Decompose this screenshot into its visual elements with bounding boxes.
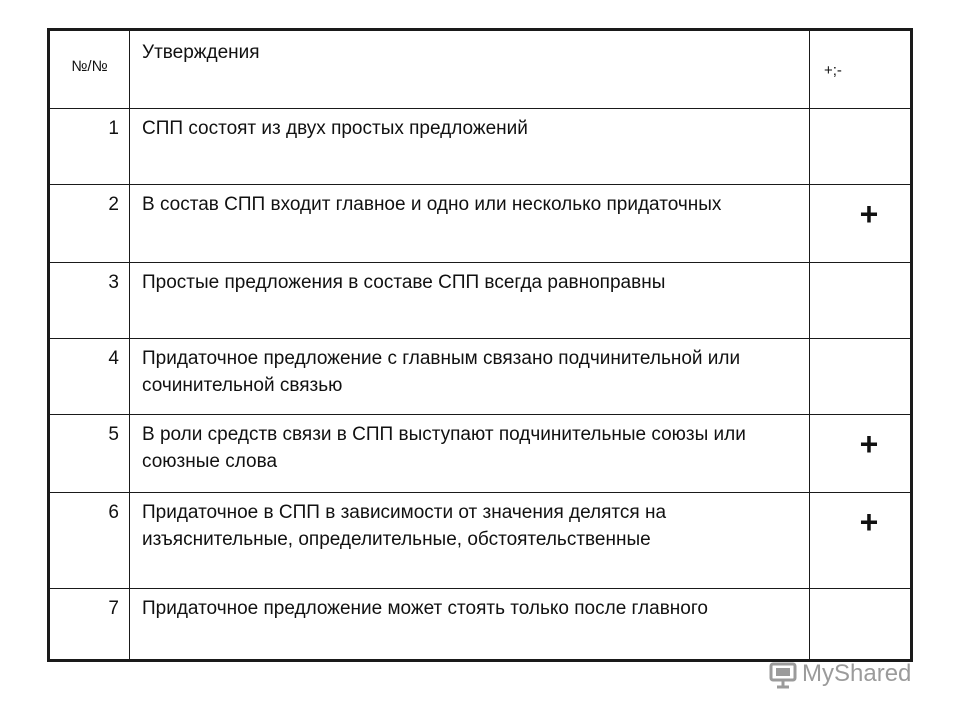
row-statement: В роли средств связи в СПП выступают подчинительные союзы или союзные слова [130,415,810,493]
row-statement: Простые предложения в составе СПП всегда равноправны [130,263,810,339]
table-row [50,109,911,185]
table-row [50,263,911,339]
row-num: 2 [50,185,130,263]
table-row [50,589,911,660]
row-num: 4 [50,339,130,415]
row-num: 3 [50,263,130,339]
table-row [50,493,911,589]
watermark [768,656,911,692]
row-num: 1 [50,109,130,185]
row-statement: В состав СПП входит главное и одно или несколько придаточных [130,185,810,263]
row-mark [810,589,911,660]
header-num: №/№ [50,31,130,109]
row-statement: Придаточное предложение может стоять только после главного [130,589,810,660]
header-statement: Утверждения [130,31,810,109]
statements-table [49,30,911,660]
row-statement: Придаточное в СПП в зависимости от значения делятся на изъяснительные, определительные, обстоятельственные [130,493,810,589]
statements-table-frame [47,28,913,662]
row-statement: Придаточное предложение с главным связано подчинительной или сочинительной связью [130,339,810,415]
header-mark: +;- [810,31,911,109]
watermark-text: MyShared [802,660,912,687]
mark-value: + [859,426,879,462]
table-row [50,415,911,493]
row-mark [810,339,911,415]
row-num: 5 [50,415,130,493]
row-mark [810,493,911,589]
row-mark [810,415,911,493]
mark-value: + [859,196,879,232]
row-statement: СПП состоят из двух простых предложений [130,109,810,185]
table-header-row [50,31,911,109]
row-mark [810,263,911,339]
row-mark [810,109,911,185]
table-row [50,185,911,263]
mark-value: + [859,504,879,540]
row-num: 6 [50,493,130,589]
presentation-board-icon [768,659,798,689]
row-num: 7 [50,589,130,660]
table-row [50,339,911,415]
row-mark [810,185,911,263]
